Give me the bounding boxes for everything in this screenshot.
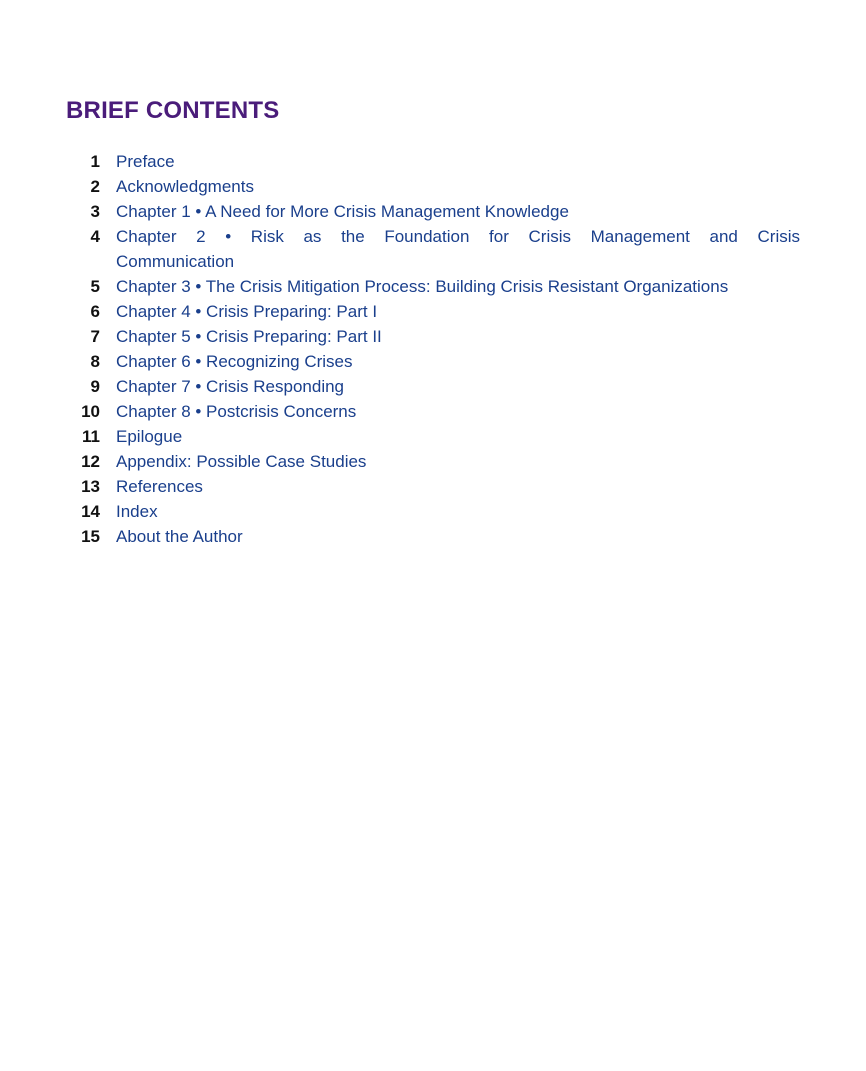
toc-link-about-the-author[interactable]: About the Author bbox=[116, 527, 243, 546]
page-title: BRIEF CONTENTS bbox=[66, 97, 280, 124]
toc-link-epilogue[interactable]: Epilogue bbox=[116, 427, 183, 446]
toc-item-chapter-8[interactable] bbox=[78, 399, 800, 424]
toc-link-chapter-5[interactable]: Chapter 5 • Crisis Preparing: Part II bbox=[116, 327, 382, 346]
toc-item-chapter-4[interactable] bbox=[78, 299, 800, 324]
toc-link-references[interactable]: References bbox=[116, 477, 203, 496]
toc-number: 15 bbox=[81, 527, 100, 546]
toc-link-appendix[interactable]: Appendix: Possible Case Studies bbox=[116, 452, 367, 471]
toc-item-chapter-1[interactable] bbox=[78, 199, 800, 224]
toc-link-chapter-3[interactable]: Chapter 3 • The Crisis Mitigation Process: Building Crisis Resistant Organizations bbox=[116, 277, 729, 296]
toc-number: 2 bbox=[90, 177, 100, 196]
toc-number: 11 bbox=[82, 427, 100, 446]
toc-item-index[interactable] bbox=[78, 499, 800, 524]
toc-item-appendix[interactable] bbox=[78, 449, 800, 474]
toc-item-chapter-6[interactable] bbox=[78, 349, 800, 374]
toc-item-references[interactable] bbox=[78, 474, 800, 499]
toc-number: 10 bbox=[81, 402, 100, 421]
toc-item-chapter-2[interactable] bbox=[78, 224, 800, 274]
toc-number: 14 bbox=[81, 502, 100, 521]
toc-number: 3 bbox=[90, 202, 100, 221]
toc-link-chapter-6[interactable]: Chapter 6 • Recognizing Crises bbox=[116, 352, 353, 371]
toc-link-chapter-4[interactable]: Chapter 4 • Crisis Preparing: Part I bbox=[116, 302, 378, 321]
toc-item-preface[interactable] bbox=[78, 149, 800, 174]
toc-number: 13 bbox=[81, 477, 100, 496]
toc-item-about-the-author[interactable] bbox=[78, 524, 800, 549]
toc-number: 6 bbox=[90, 302, 100, 321]
toc-link-chapter-2-continuation[interactable]: Communication bbox=[116, 252, 235, 271]
toc-number: 9 bbox=[90, 377, 100, 396]
toc-item-epilogue[interactable] bbox=[78, 424, 800, 449]
toc-link-chapter-1[interactable]: Chapter 1 • A Need for More Crisis Management Knowledge bbox=[116, 202, 569, 221]
toc-number: 7 bbox=[90, 327, 100, 346]
toc-link-preface[interactable]: Preface bbox=[116, 152, 175, 171]
toc-link-acknowledgments[interactable]: Acknowledgments bbox=[116, 177, 254, 196]
toc-item-chapter-3[interactable] bbox=[78, 274, 800, 299]
toc-item-chapter-7[interactable] bbox=[78, 374, 800, 399]
toc-number: 5 bbox=[90, 277, 100, 296]
toc-number: 12 bbox=[81, 452, 100, 471]
toc-number: 4 bbox=[90, 227, 100, 246]
toc-link-index[interactable]: Index bbox=[116, 502, 158, 521]
toc-link-chapter-7[interactable]: Chapter 7 • Crisis Responding bbox=[116, 377, 345, 396]
toc-item-acknowledgments[interactable] bbox=[78, 174, 800, 199]
table-of-contents bbox=[78, 149, 800, 549]
toc-link-chapter-2[interactable]: Chapter 2 • Risk as the Foundation for Crisis Management and Crisis bbox=[116, 227, 800, 246]
toc-link-chapter-8[interactable]: Chapter 8 • Postcrisis Concerns bbox=[116, 402, 357, 421]
toc-number: 8 bbox=[90, 352, 100, 371]
toc-number: 1 bbox=[90, 152, 100, 171]
toc-item-chapter-5[interactable] bbox=[78, 324, 800, 349]
